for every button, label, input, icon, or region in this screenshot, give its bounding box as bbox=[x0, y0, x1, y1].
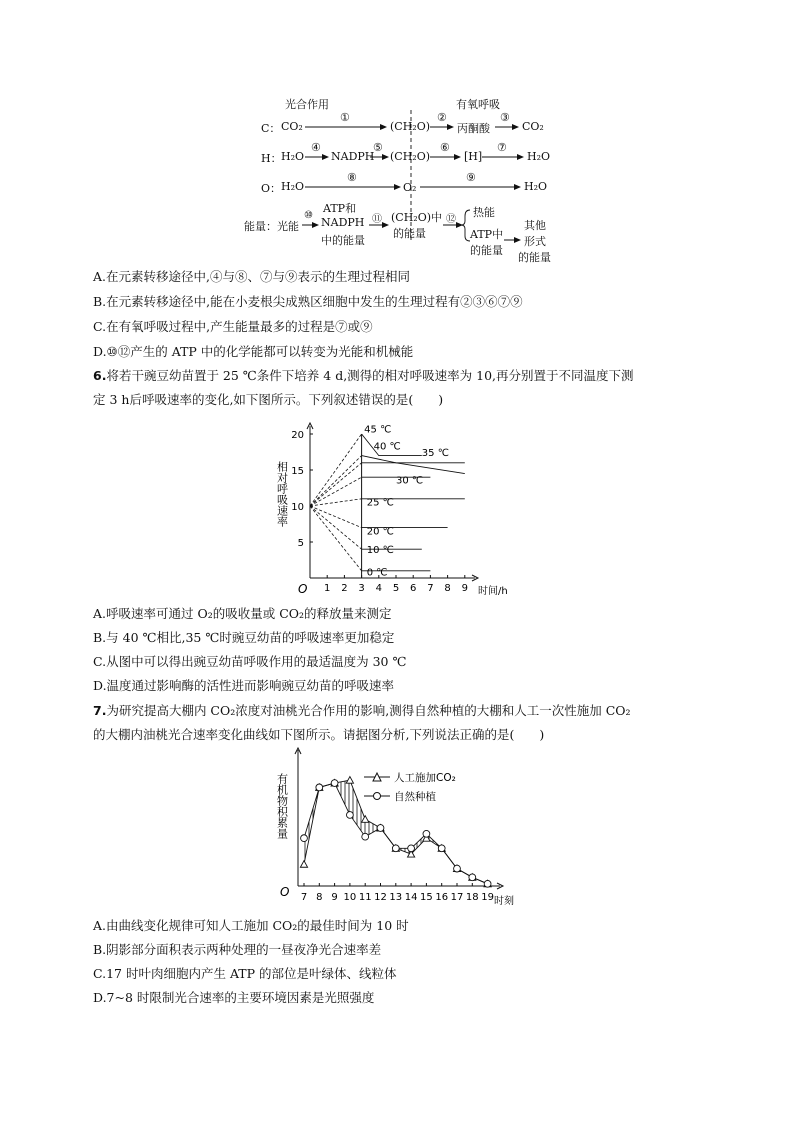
chart1-series-label: 35 ℃ bbox=[421, 448, 449, 460]
header-photosynthesis: 光合作用 bbox=[285, 98, 329, 111]
row-e-b1: ATP和 bbox=[323, 202, 357, 215]
chart1-x-tick-label: 6 bbox=[410, 583, 417, 594]
chart1-series-dashed bbox=[310, 456, 362, 506]
chart2-circle-point bbox=[316, 784, 323, 791]
chart1-y-tick-label: 15 bbox=[291, 466, 304, 477]
row-e-e3: 的能量 bbox=[518, 251, 551, 264]
chart1-y-tick-label: 5 bbox=[297, 538, 304, 549]
chart2-x-tick-label: 13 bbox=[389, 892, 403, 903]
chart2-ylabel: 有机物积累量 bbox=[275, 773, 289, 839]
num-8: ⑧ bbox=[347, 171, 357, 184]
num-7: ⑦ bbox=[497, 141, 507, 154]
chart1-series-label: 20 ℃ bbox=[366, 526, 394, 538]
chart2-x-tick-label: 9 bbox=[331, 892, 338, 903]
chart2-x-tick-label: 12 bbox=[374, 892, 387, 903]
chart1-series-dashed bbox=[310, 506, 362, 571]
legend-circle-marker bbox=[374, 793, 381, 800]
row-e-label: 能量：光能 bbox=[244, 220, 299, 233]
chart2-circle-point bbox=[469, 874, 476, 881]
row-c-b: (CH₂O) bbox=[390, 120, 431, 133]
num-1: ① bbox=[340, 111, 350, 124]
row-h-b: NADPH bbox=[331, 150, 375, 163]
chart1-series-label: 10 ℃ bbox=[366, 545, 394, 557]
chart2-x-tick-label: 19 bbox=[481, 892, 494, 903]
chart1-series-label: 45 ℃ bbox=[364, 424, 392, 436]
chart1-ylabel: 相对呼吸速率 bbox=[275, 461, 289, 527]
q6-number: 6. bbox=[93, 368, 107, 383]
q6-stem-line1: 将若干豌豆幼苗置于 25 ℃条件下培养 4 d,测得的相对呼吸速率为 10,再分别置于不同温度下测 bbox=[106, 368, 634, 383]
chart2-xlabel: 时刻 bbox=[494, 896, 514, 907]
chart1-series-dashed bbox=[310, 434, 362, 506]
chart1-origin: O bbox=[298, 582, 308, 596]
chart2-circle-point bbox=[347, 812, 354, 819]
brace bbox=[461, 210, 470, 241]
q7-stem-line1: 为研究提高大棚内 CO₂浓度对油桃光合作用的影响,测得自然种植的大棚和人工一次性施加 CO₂ bbox=[106, 703, 631, 718]
row-c-c: 丙酮酸 bbox=[457, 122, 490, 135]
legend-co2: 人工施加CO₂ bbox=[394, 772, 456, 784]
chart1-y-tick-label: 10 bbox=[291, 502, 304, 513]
chart1-series-line bbox=[362, 456, 465, 474]
q6-stem-line2: 定 3 h后呼吸速率的变化,如下图所示。下列叙述错误的是( ) bbox=[93, 392, 444, 407]
q6-option-c: C.从图中可以得出豌豆幼苗呼吸作用的最适温度为 30 ℃ bbox=[93, 654, 407, 669]
row-c-d: CO₂ bbox=[522, 120, 544, 133]
chart2-circle-point bbox=[362, 833, 369, 840]
chart2-x-tick-label: 15 bbox=[420, 892, 433, 903]
row-c-label: C： bbox=[261, 122, 281, 135]
row-e-b3: 中的能量 bbox=[321, 234, 365, 247]
legend-natural: 自然种植 bbox=[394, 791, 436, 803]
row-e-e1: 其他 bbox=[524, 219, 546, 232]
chart1-series-dashed bbox=[310, 506, 362, 528]
chart1-series-dashed bbox=[310, 506, 362, 549]
chart2-x-tick-label: 8 bbox=[316, 892, 323, 903]
row-h-d: [H] bbox=[464, 150, 483, 163]
q5-option-c: C.在有氧呼吸过程中,产生能量最多的过程是⑦或⑨ bbox=[93, 319, 373, 334]
num-12: ⑫ bbox=[446, 214, 456, 225]
chart2-x-tick-label: 7 bbox=[300, 892, 308, 903]
chart2-circle-point bbox=[484, 880, 491, 887]
header-respiration: 有氧呼吸 bbox=[456, 98, 500, 111]
chart1-series-label: 0 ℃ bbox=[366, 567, 388, 579]
chart1-x-tick-label: 8 bbox=[444, 583, 451, 594]
row-e-d3: 的能量 bbox=[470, 244, 503, 257]
row-o-b: O₂ bbox=[403, 181, 417, 194]
chart2-circle-point bbox=[392, 845, 399, 852]
num-2: ② bbox=[437, 111, 447, 124]
q5-option-b: B.在元素转移途径中,能在小麦根尖成熟区细胞中发生的生理过程有②③⑥⑦⑨ bbox=[93, 294, 523, 309]
chart1-x-tick-label: 4 bbox=[375, 583, 382, 594]
row-e-c2: 的能量 bbox=[393, 227, 426, 240]
row-e-d1: 热能 bbox=[473, 206, 495, 219]
q7-option-d: D.7~8 时限制光合速率的主要环境因素是光照强度 bbox=[93, 990, 375, 1005]
num-10: ⑩ bbox=[304, 210, 313, 221]
row-h-a: H₂O bbox=[281, 150, 305, 163]
q7-option-b: B.阴影部分面积表示两种处理的一昼夜净光合速率差 bbox=[93, 942, 382, 957]
num-3: ③ bbox=[500, 111, 510, 124]
q6-option-b: B.与 40 ℃相比,35 ℃时豌豆幼苗的呼吸速率更加稳定 bbox=[93, 630, 395, 645]
chart1-y-tick-label: 20 bbox=[291, 430, 304, 441]
chart2-circle-point bbox=[423, 830, 430, 837]
chart2-x-tick-label: 10 bbox=[343, 892, 357, 903]
chart1-series-label: 30 ℃ bbox=[396, 475, 424, 487]
chart1-x-tick-label: 9 bbox=[461, 583, 468, 594]
organic-matter-chart bbox=[268, 746, 530, 908]
chart1-series-dashed bbox=[310, 499, 362, 506]
q7-stem-line2: 的大棚内油桃光合速率变化曲线如下图所示。请据图分析,下列说法正确的是( ) bbox=[93, 727, 545, 742]
q5-option-a: A.在元素转移途径中,④与⑧、⑦与⑨表示的生理过程相同 bbox=[93, 269, 410, 284]
row-h-label: H： bbox=[261, 152, 282, 165]
chart2-circle-point bbox=[438, 845, 445, 852]
row-e-e2: 形式 bbox=[524, 235, 546, 248]
num-11: ⑪ bbox=[372, 214, 382, 225]
chart2-x-tick-label: 11 bbox=[358, 892, 372, 903]
chart2-circle-point bbox=[454, 865, 461, 872]
row-h-c: (CH₂O) bbox=[390, 150, 431, 163]
chart1-series-label: 40 ℃ bbox=[373, 441, 401, 453]
chart1-xlabel: 时间/h bbox=[478, 586, 508, 597]
row-e-c1: (CH₂O)中 bbox=[391, 211, 443, 224]
num-5: ⑤ bbox=[373, 141, 383, 154]
row-c-a: CO₂ bbox=[281, 120, 303, 133]
num-4: ④ bbox=[311, 141, 321, 154]
chart1-x-tick-label: 7 bbox=[427, 583, 434, 594]
chart2-triangle-point bbox=[300, 861, 307, 868]
q5-option-d: D.⑩⑫产生的 ATP 中的化学能都可以转变为光能和机械能 bbox=[93, 344, 414, 359]
chart1-x-tick-label: 2 bbox=[341, 583, 348, 594]
chart1-x-tick-label: 1 bbox=[324, 583, 331, 594]
q7-option-c: C.17 时叶肉细胞内产生 ATP 的部位是叶绿体、线粒体 bbox=[93, 966, 397, 981]
chart2-x-tick-label: 17 bbox=[450, 892, 464, 903]
respiration-chart bbox=[270, 418, 530, 600]
chart1-x-tick-label: 3 bbox=[358, 583, 365, 594]
chart1-series-label: 25 ℃ bbox=[366, 497, 394, 509]
row-e-d2: ATP中 bbox=[470, 228, 504, 241]
q7-option-a: A.由曲线变化规律可知人工施加 CO₂的最佳时间为 10 时 bbox=[93, 918, 409, 933]
row-o-c: H₂O bbox=[524, 180, 548, 193]
chart2-circle-point bbox=[377, 825, 384, 832]
chart2-x-tick-label: 14 bbox=[404, 892, 418, 903]
num-6: ⑥ bbox=[440, 141, 450, 154]
q7-number: 7. bbox=[93, 703, 107, 718]
q6-option-a: A.呼吸速率可通过 O₂的吸收量或 CO₂的释放量来测定 bbox=[93, 606, 392, 621]
chart2-origin: O bbox=[280, 885, 290, 899]
row-e-b2: NADPH bbox=[321, 216, 365, 229]
chart2-circle-point bbox=[331, 780, 338, 787]
chart2-triangle-point bbox=[346, 777, 353, 784]
chart2-circle-point bbox=[301, 835, 308, 842]
chart2-circle-point bbox=[408, 845, 415, 852]
chart1-series-dashed bbox=[310, 463, 362, 506]
chart1-x-tick-label: 5 bbox=[392, 583, 400, 594]
chart1-series-dashed bbox=[310, 477, 362, 506]
chart2-x-tick-label: 18 bbox=[465, 892, 479, 903]
num-9: ⑨ bbox=[466, 171, 476, 184]
row-o-a: H₂O bbox=[281, 180, 305, 193]
row-o-label: O： bbox=[261, 182, 282, 195]
chart2-x-tick-label: 16 bbox=[435, 892, 449, 903]
row-h-e: H₂O bbox=[527, 150, 551, 163]
q6-option-d: D.温度通过影响酶的活性进而影响豌豆幼苗的呼吸速率 bbox=[93, 678, 395, 693]
